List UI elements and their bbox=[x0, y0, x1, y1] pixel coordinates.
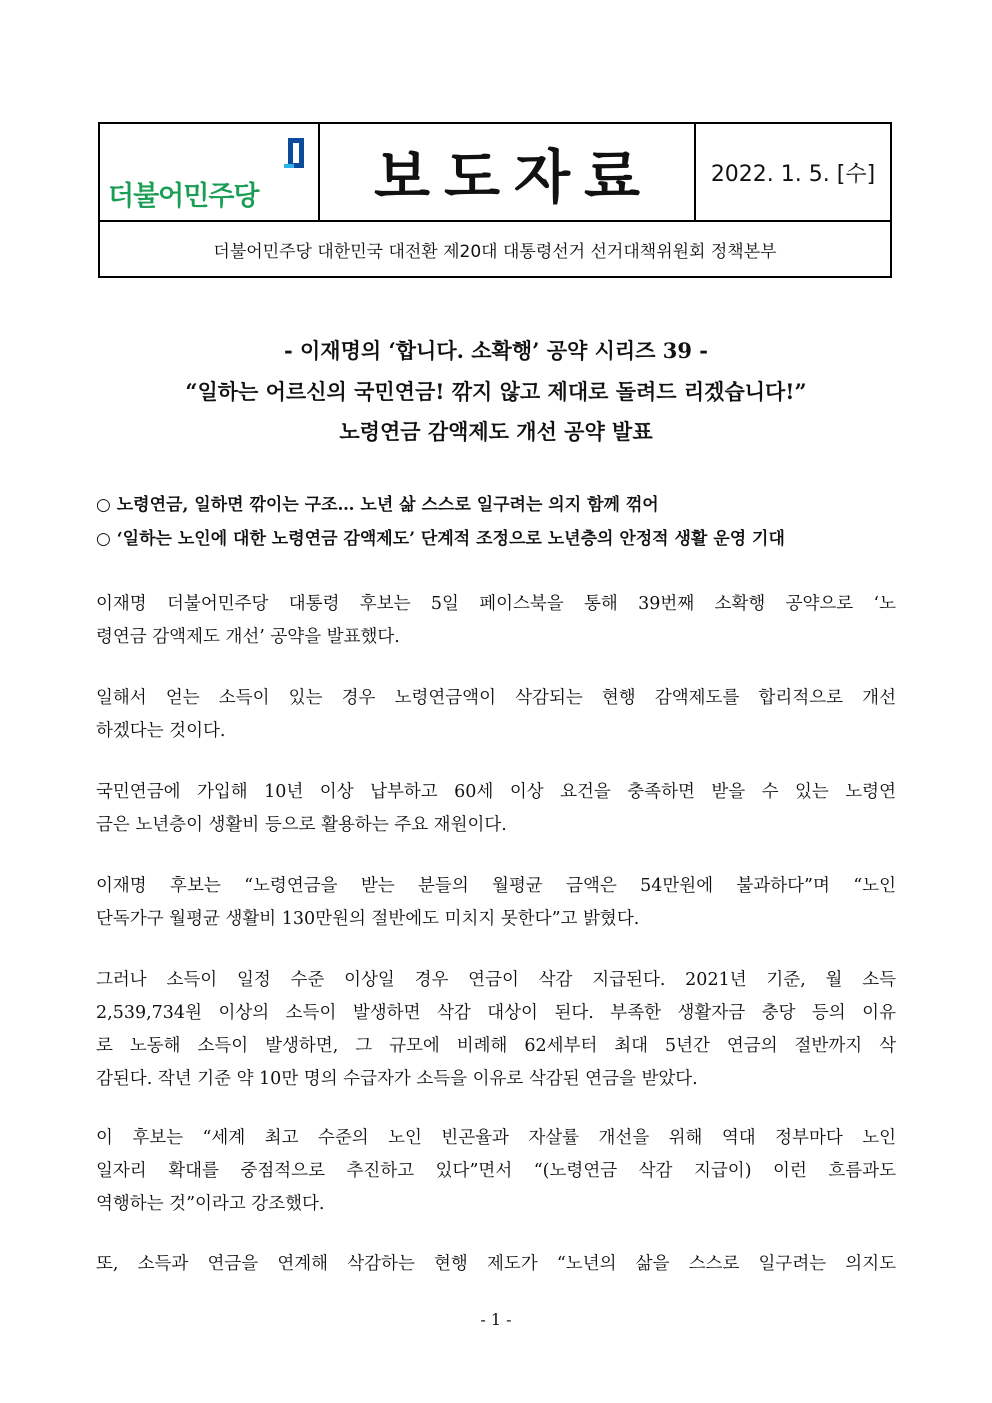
headline-series: - 이재명의 ‘합니다. 소확행’ 공약 시리즈 39 - bbox=[283, 338, 709, 363]
party-logo bbox=[100, 124, 320, 220]
document-title: 보도자료 bbox=[373, 143, 655, 211]
paragraph-line: 일자리 확대를 중점적으로 추진하고 있다”면서 “(노령연금 삭감 지급이) 이런 흐름과도 bbox=[96, 1161, 896, 1181]
paragraph-line: 금은 노년층이 생활비 등으로 활용하는 주요 재원이다. bbox=[96, 815, 507, 835]
header-top-row bbox=[100, 124, 890, 222]
department-line: 더불어민주당 대한민국 대전환 제20대 대통령선거 선거대책위원회 정책본부 bbox=[213, 241, 777, 262]
paragraph-line: 국민연금에 가입해 10년 이상 납부하고 60세 이상 요건을 충족하면 받을 수 있는 노령연 bbox=[96, 782, 896, 802]
paragraph-line: 2,539,734원 이상의 소득이 발생하면 삭감 대상이 된다. 부족한 생활자금 충당 등의 이유 bbox=[96, 1003, 896, 1023]
page-number: - 1 - bbox=[480, 1310, 512, 1329]
summary-bullet: ○ ‘일하는 노인에 대한 노령연금 감액제도’ 단계적 조정으로 노년층의 안정적 생활 운영 기대 bbox=[96, 529, 785, 549]
body-paragraph bbox=[96, 588, 896, 654]
body-paragraph bbox=[96, 1248, 896, 1281]
body-paragraph bbox=[96, 682, 896, 748]
body-paragraph bbox=[96, 776, 896, 842]
headline-main: “일하는 어르신의 국민연금! 깎지 않고 제대로 돌려드 리겠습니다!” bbox=[185, 379, 807, 404]
paragraph-line: 이재명 후보는 “노령연금을 받는 분들의 월평균 금액은 54만원에 불과하다”며 “노인 bbox=[96, 876, 896, 896]
party-logo-text: 더불어민주당 bbox=[108, 181, 259, 212]
paragraph-line: 이재명 더불어민주당 대통령 후보는 5일 페이스북을 통해 39번째 소확행 공약으로 ‘노 bbox=[96, 594, 896, 614]
headline-sub: 노령연금 감액제도 개선 공약 발표 bbox=[339, 419, 653, 444]
document-title-cell bbox=[320, 124, 696, 220]
paragraph-line: 또, 소득과 연금을 연계해 삭감하는 현행 제도가 “노년의 삶을 스스로 일구려는 의지도 bbox=[96, 1254, 896, 1274]
paragraph-line: 감된다. 작년 기준 약 10만 명의 수급자가 소득을 이유로 삭감된 연금을 받았다. bbox=[96, 1069, 698, 1089]
body-paragraph bbox=[96, 1122, 896, 1221]
paragraph-line: 일해서 얻는 소득이 있는 경우 노령연금액이 삭감되는 현행 감액제도를 합리적으로 개선 bbox=[96, 688, 896, 708]
press-release-header bbox=[98, 122, 892, 278]
paragraph-line: 로 노동해 소득이 발생하면, 그 규모에 비례해 62세부터 최대 5년간 연금의 절반까지 삭 bbox=[96, 1036, 896, 1056]
release-date: 2022. 1. 5. [수] bbox=[710, 161, 876, 187]
paragraph-line: 령연금 감액제도 개선’ 공약을 발표했다. bbox=[96, 627, 400, 647]
summary-bullet: ○ 노령연금, 일하면 깎이는 구조… 노년 삶 스스로 일구려는 의지 함께 꺾어 bbox=[96, 495, 659, 515]
body-paragraph bbox=[96, 964, 896, 1096]
paragraph-line: 이 후보는 “세계 최고 수준의 노인 빈곤율과 자살률 개선을 위해 역대 정부마다 노인 bbox=[96, 1128, 896, 1148]
paragraph-line: 하겠다는 것이다. bbox=[96, 721, 226, 741]
paragraph-line: 그러나 소득이 일정 수준 이상일 경우 연금이 삭감 지급된다. 2021년 기준, 월 소득 bbox=[96, 970, 896, 990]
paragraph-line: 역행하는 것”이라고 강조했다. bbox=[96, 1194, 325, 1214]
body-paragraph bbox=[96, 870, 896, 936]
paragraph-line: 단독가구 월평균 생활비 130만원의 절반에도 미치지 못한다”고 밝혔다. bbox=[96, 909, 640, 929]
party-logo-icon bbox=[284, 138, 308, 168]
